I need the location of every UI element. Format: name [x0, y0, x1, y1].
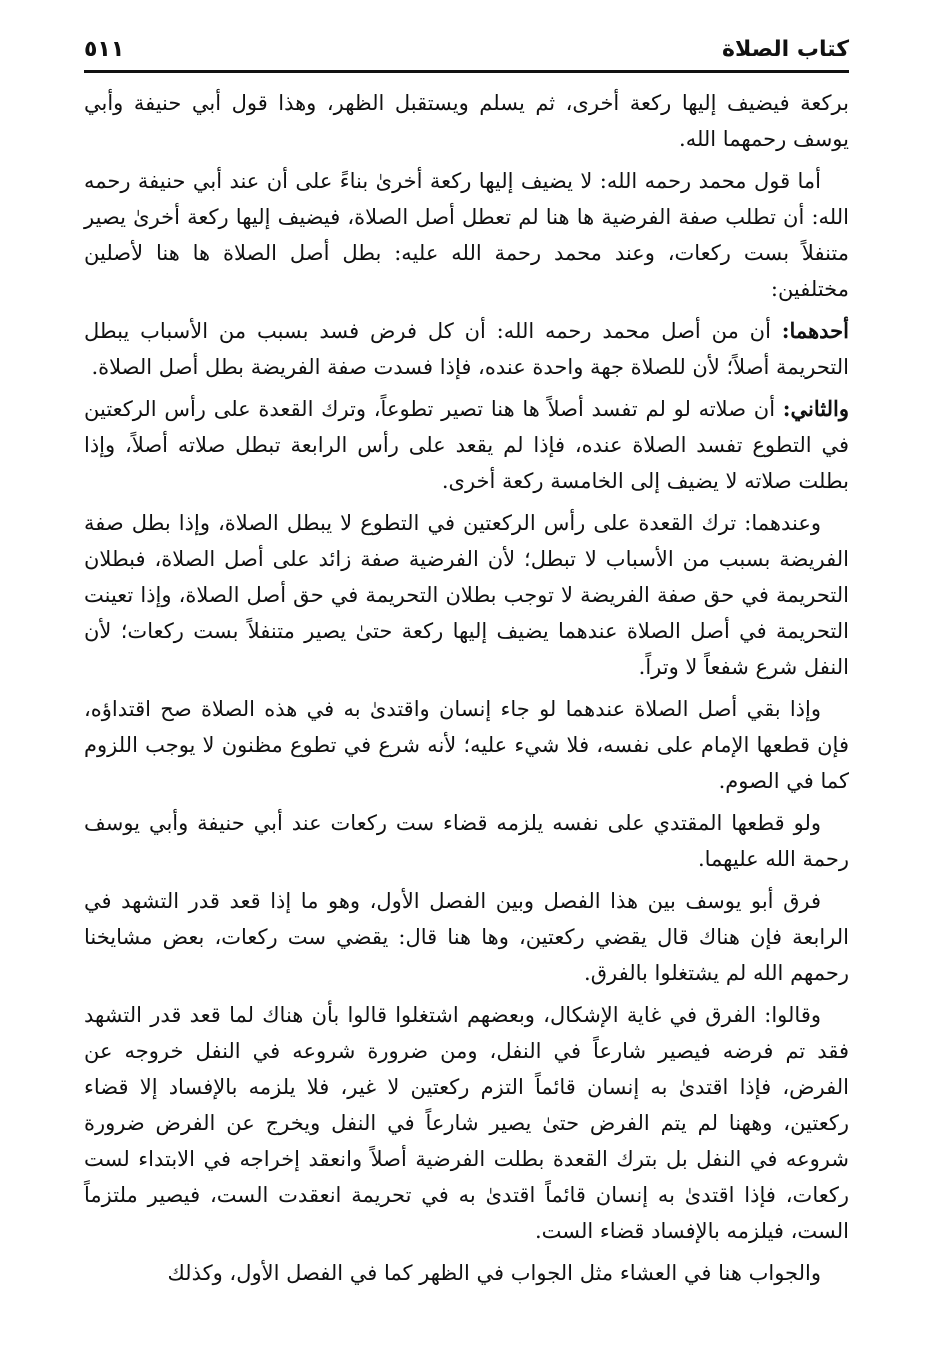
- paragraph-text: أن من أصل محمد رحمه الله: أن كل فرض فسد بسبب من الأسباب يبطل التحريمة أصلاً؛ لأن للصلاة جهة واحدة عنده، فإذا فسدت صفة الفريضة بطل أصل الصلاة.: [84, 319, 849, 379]
- paragraph-text: أما قول محمد رحمه الله: لا يضيف إليها ركعة أخرىٰ بناءً على أن عند أبي حنيفة رحمه الله: أن تطلب صفة الفرضية ها هنا لم تعطل أصل الصلاة، فيضيف إليها ركعة أخرىٰ يصير متنفلاً بست ركعات، وعند محمد رحمة الله عليه: بطل أصل الصلاة ها هنا لأصلين مختلفين:: [84, 169, 849, 301]
- header-rule: [84, 70, 849, 73]
- paragraph-text: بركعة فيضيف إليها ركعة أخرى، ثم يسلم ويستقبل الظهر، وهذا قول أبي حنيفة وأبي يوسف رحمهما الله.: [84, 91, 849, 151]
- paragraph-lead: أحدهما:: [781, 318, 849, 343]
- paragraph-text: فرق أبو يوسف بين هذا الفصل وبين الفصل الأول، وهو ما إذا قعد قدر التشهد في الرابعة فإن هناك قال يقضي ركعتين، وها هنا قال: يقضي ست ركعات، بعض مشايخنا رحمهم الله لم يشتغلوا بالفرق.: [84, 889, 849, 985]
- paragraph-text: أن صلاته لو لم تفسد أصلاً ها هنا تصير تطوعاً، وترك القعدة على رأس الركعتين في التطوع تفسد الصلاة عنده، فإذا لم يقعد على رأس الرابعة تبطل صلاته أصلاً، وإذا بطلت صلاته لا يضيف إلى الخامسة ركعة أخرى.: [84, 397, 849, 493]
- paragraph-3: [84, 313, 849, 385]
- paragraph-5: [84, 505, 849, 685]
- paragraph-10: [84, 1255, 849, 1291]
- page-number: ٥١١: [84, 37, 125, 62]
- paragraph-8: [84, 883, 849, 991]
- paragraph-text: ولو قطعها المقتدي على نفسه يلزمه قضاء ست ركعات عند أبي حنيفة وأبي يوسف رحمة الله عليهما.: [84, 811, 849, 871]
- paragraph-4: [84, 391, 849, 499]
- paragraph-lead: والثاني:: [782, 396, 849, 421]
- book-title: كتاب الصلاة: [722, 37, 849, 62]
- paragraph-text: والجواب هنا في العشاء مثل الجواب في الظهر كما في الفصل الأول، وكذلك: [167, 1261, 821, 1285]
- paragraph-7: [84, 805, 849, 877]
- page-header: [84, 28, 849, 68]
- paragraph-text: وقالوا: الفرق في غاية الإشكال، وبعضهم اشتغلوا قالوا بأن هناك لما قعد قدر التشهد فقد تم فرضه فيصير شارعاً في النفل، ومن ضرورة شروعه في النفل خروجه عن الفرض، فإذا اقتدىٰ به إنسان قائماً التزم ركعتين لا غير، فلا يلزمه بالإفساد إلا قضاء ركعتين، وههنا لم يتم الفرض حتىٰ يصير شارعاً في النفل ويخرج عن الفرض ضرورة شروعه في النفل بل بترك القعدة بطلت الفرضية أصلاً وانعقد إخراجه في الابتداء لست ركعات، فإذا اقتدىٰ به إنسان قائماً اقتدىٰ به في تحريمة انعقدت الست، فيصير ملتزماً الست، فيلزمه بالإفساد قضاء الست.: [84, 1003, 849, 1243]
- paragraph-9: [84, 997, 849, 1249]
- body-text: [84, 85, 849, 1291]
- paragraph-1: [84, 85, 849, 157]
- paragraph-text: وإذا بقي أصل الصلاة عندهما لو جاء إنسان واقتدىٰ به في هذه الصلاة صح اقتداؤه، فإن قطعها الإمام على نفسه، فلا شيء عليه؛ لأنه شرع في تطوع مظنون لا يوجب اللزوم كما في الصوم.: [84, 697, 849, 793]
- paragraph-2: [84, 163, 849, 307]
- paragraph-6: [84, 691, 849, 799]
- paragraph-text: وعندهما: ترك القعدة على رأس الركعتين في التطوع لا يبطل الصلاة، وإذا بطل صفة الفريضة بسبب من الأسباب لا تبطل؛ لأن الفرضية صفة زائد على أصل الصلاة، فبطلان التحريمة في حق صفة الفريضة لا توجب بطلان التحريمة في حق أصل الصلاة، وإذا تعينت التحريمة في أصل الصلاة عندهما يضيف إليها ركعة حتىٰ يصير متنفلاً بست ركعات؛ لأن النفل شرع شفعاً لا وتراً.: [84, 511, 849, 679]
